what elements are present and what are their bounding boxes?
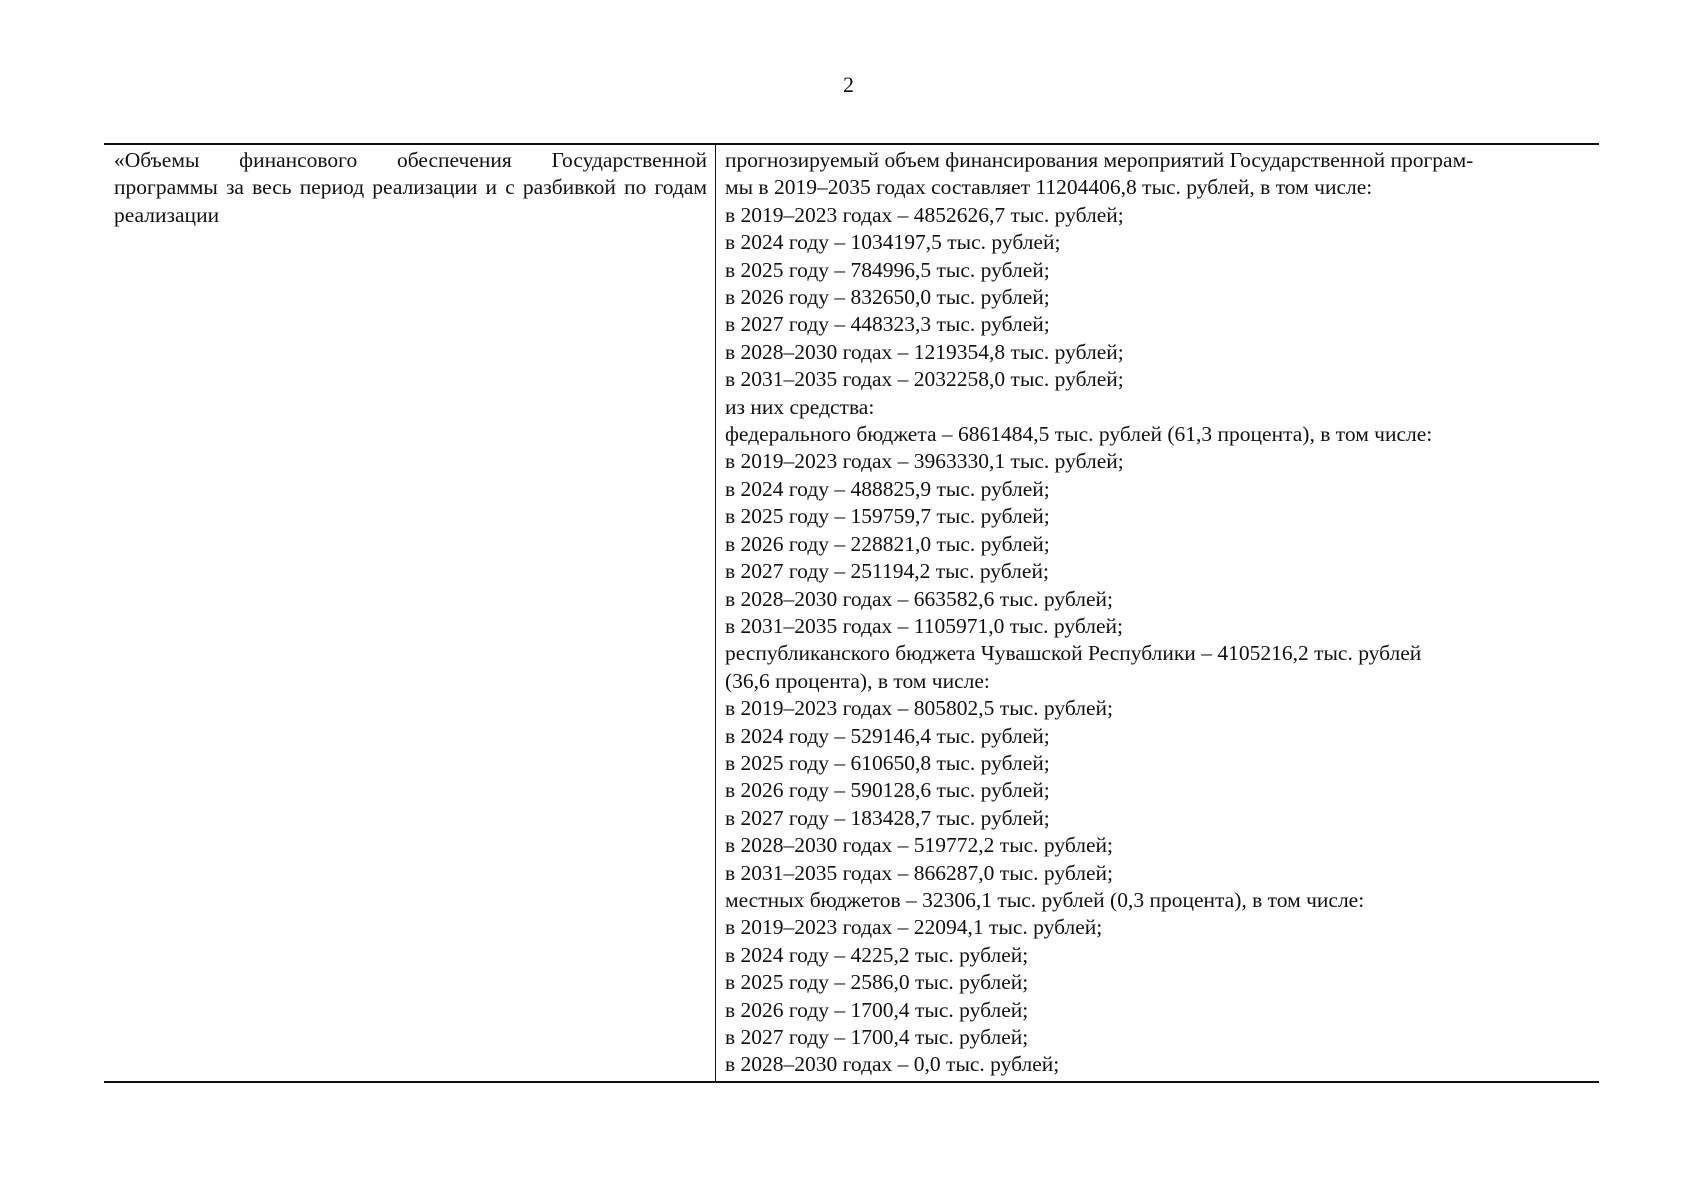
value-line: в 2031–2035 годах – 2032258,0 тыс. рублей;	[725, 367, 1124, 392]
value-line: в 2031–2035 годах – 866287,0 тыс. рублей;	[725, 860, 1114, 885]
value-line: республиканского бюджета Чувашской Республики – 4105216,2 тыс. рублей	[725, 641, 1422, 666]
value-line: местных бюджетов – 32306,1 тыс. рублей (0,3 процента), в том числе:	[725, 887, 1365, 912]
value-line: в 2024 году – 488825,9 тыс. рублей;	[725, 476, 1050, 501]
table-label-cell: «Объемы финансового обеспечения Государственной программы за весь период реализации и с разбивкой по годам реализации	[104, 145, 716, 1081]
value-line: в 2031–2035 годах – 1105971,0 тыс. рублей;	[725, 613, 1123, 638]
value-line: в 2019–2023 годах – 805802,5 тыс. рублей;	[725, 696, 1114, 721]
value-line: в 2024 году – 529146,4 тыс. рублей;	[725, 723, 1050, 748]
page-number: 2	[843, 72, 854, 97]
value-line: в 2028–2030 годах – 1219354,8 тыс. рублей;	[725, 339, 1124, 364]
value-line: в 2026 году – 832650,0 тыс. рублей;	[725, 285, 1050, 310]
value-line: в 2028–2030 годах – 663582,6 тыс. рублей;	[725, 586, 1114, 611]
value-line: в 2028–2030 годах – 0,0 тыс. рублей;	[725, 1052, 1060, 1077]
value-line: (36,6 процента), в том числе:	[725, 668, 990, 693]
value-line: в 2025 году – 784996,5 тыс. рублей;	[725, 257, 1050, 282]
value-line: в 2024 году – 1034197,5 тыс. рублей;	[725, 230, 1061, 255]
value-line: в 2025 году – 159759,7 тыс. рублей;	[725, 504, 1050, 529]
value-line: в 2019–2023 годах – 22094,1 тыс. рублей;	[725, 915, 1103, 940]
value-line: в 2025 году – 2586,0 тыс. рублей;	[725, 970, 1029, 995]
value-line: в 2027 году – 183428,7 тыс. рублей;	[725, 805, 1050, 830]
value-line: в 2027 году – 1700,4 тыс. рублей;	[725, 1025, 1029, 1049]
value-line: в 2024 году – 4225,2 тыс. рублей;	[725, 942, 1029, 967]
financing-table	[104, 143, 1599, 1083]
value-line: в 2025 году – 610650,8 тыс. рублей;	[725, 750, 1050, 775]
value-line: мы в 2019–2035 годах составляет 11204406,8 тыс. рублей, в том числе:	[725, 175, 1373, 200]
value-line: в 2027 году – 251194,2 тыс. рублей;	[725, 559, 1049, 584]
value-line: из них средства:	[725, 394, 875, 419]
table-value-cell	[716, 145, 1599, 1081]
value-line: в 2019–2023 годах – 4852626,7 тыс. рублей;	[725, 202, 1124, 227]
value-line: в 2026 году – 1700,4 тыс. рублей;	[725, 997, 1029, 1022]
value-line: в 2027 году – 448323,3 тыс. рублей;	[725, 312, 1050, 337]
value-line: в 2026 году – 590128,6 тыс. рублей;	[725, 778, 1050, 803]
value-line: прогнозируемый объем финансирования мероприятий Государственной програм-	[725, 148, 1474, 172]
value-line: федерального бюджета – 6861484,5 тыс. рублей (61,3 процента), в том числе:	[725, 422, 1433, 447]
value-line: в 2019–2023 годах – 3963330,1 тыс. рублей;	[725, 449, 1124, 474]
value-line: в 2028–2030 годах – 519772,2 тыс. рублей;	[725, 833, 1114, 858]
value-line: в 2026 году – 228821,0 тыс. рублей;	[725, 531, 1050, 556]
